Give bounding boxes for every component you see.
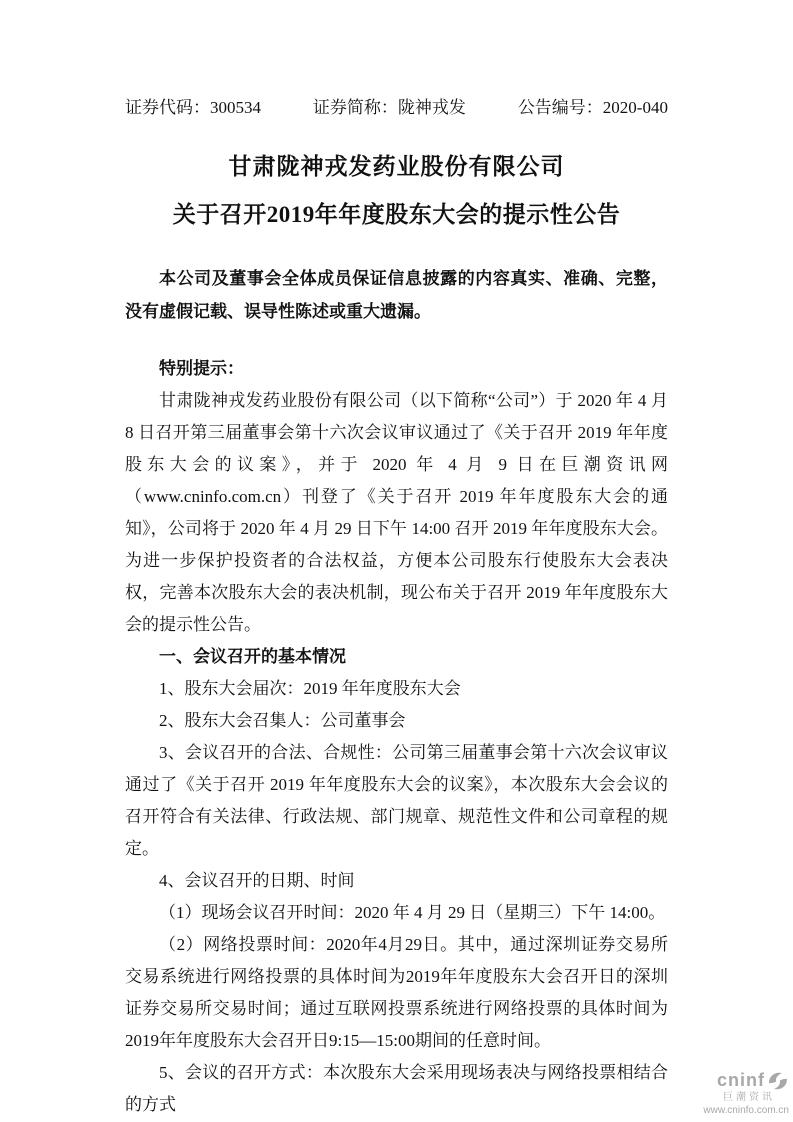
integrity-statement: 本公司及董事会全体成员保证信息披露的内容真实、准确、完整，没有虚假记载、误导性陈述或重大遗漏。 [125, 269, 668, 321]
section1-heading: 一、会议召开的基本情况 [159, 647, 346, 666]
intro-paragraph: 甘肃陇神戎发药业股份有限公司（以下简称“公司”）于 2020 年 4 月 8 日召开第三届董事会第十六次会议审议通过了《关于召开 2019 年年度股东大会的议案》，并于 2020 年 4 月 9 日在巨潮资讯网（www.cninfo.com.cn）刊登了《关于召开 2019 年年度股东大会的通知》，公司将于 2020 年 4 月 29 日下午 14:00 召开 2019 年年度股东大会。为进一步保护投资者的合法权益，方便本公司股东行使股东大会表决权，完善本次股东大会的表决机制，现公布关于召开 2019 年年度股东大会的提示性公告。 [125, 391, 668, 634]
special-notice-label: 特别提示： [159, 359, 244, 378]
item-meeting-session: 1、股东大会届次：2019 年年度股东大会 [159, 679, 461, 698]
document-header [125, 96, 668, 120]
cninfo-chinese-name: 巨潮资讯 [723, 1092, 775, 1103]
company-title: 甘肃陇神戎发药业股份有限公司 [228, 154, 565, 179]
item-convener: 2、股东大会召集人：公司董事会 [159, 711, 406, 730]
cninfo-url: www.cninfo.com.cn [703, 1104, 789, 1116]
cninfo-watermark [703, 1070, 789, 1116]
document-body [125, 353, 668, 1121]
stock-code: 证券代码：300534 [125, 98, 261, 117]
announcement-title: 关于召开2019年年度股东大会的提示性公告 [172, 202, 621, 227]
announcement-number: 公告编号：2020-040 [517, 98, 668, 117]
stock-name: 证券简称：陇神戎发 [312, 98, 466, 117]
item-online-voting-time: （2）网络投票时间：2020年4月29日。其中，通过深圳证券交易所交易系统进行网络投票的具体时间为2019年年度股东大会召开日的深圳证券交易所交易时间；通过互联网投票系统进行网络投票的具体时间为2019年年度股东大会召开日9:15—15:00期间的任意时间。 [125, 935, 668, 1050]
item-date-time: 4、会议召开的日期、时间 [159, 871, 355, 890]
item-onsite-meeting-time: （1）现场会议召开时间：2020 年 4 月 29 日（星期三）下午 14:00。 [159, 903, 666, 922]
cninfo-brand-row [703, 1070, 789, 1091]
cninfo-swirl-icon [767, 1071, 789, 1091]
item-legality: 3、会议召开的合法、合规性：公司第三届董事会第十六次会议审议通过了《关于召开 2019 年年度股东大会的议案》，本次股东大会会议的召开符合有关法律、行政法规、部门规章、规范性文件和公司章程的规定。 [125, 743, 668, 858]
item-meeting-method: 5、会议的召开方式：本次股东大会采用现场表决与网络投票相结合的方式 [125, 1063, 668, 1114]
cninfo-brand-text: cninf [717, 1070, 765, 1091]
